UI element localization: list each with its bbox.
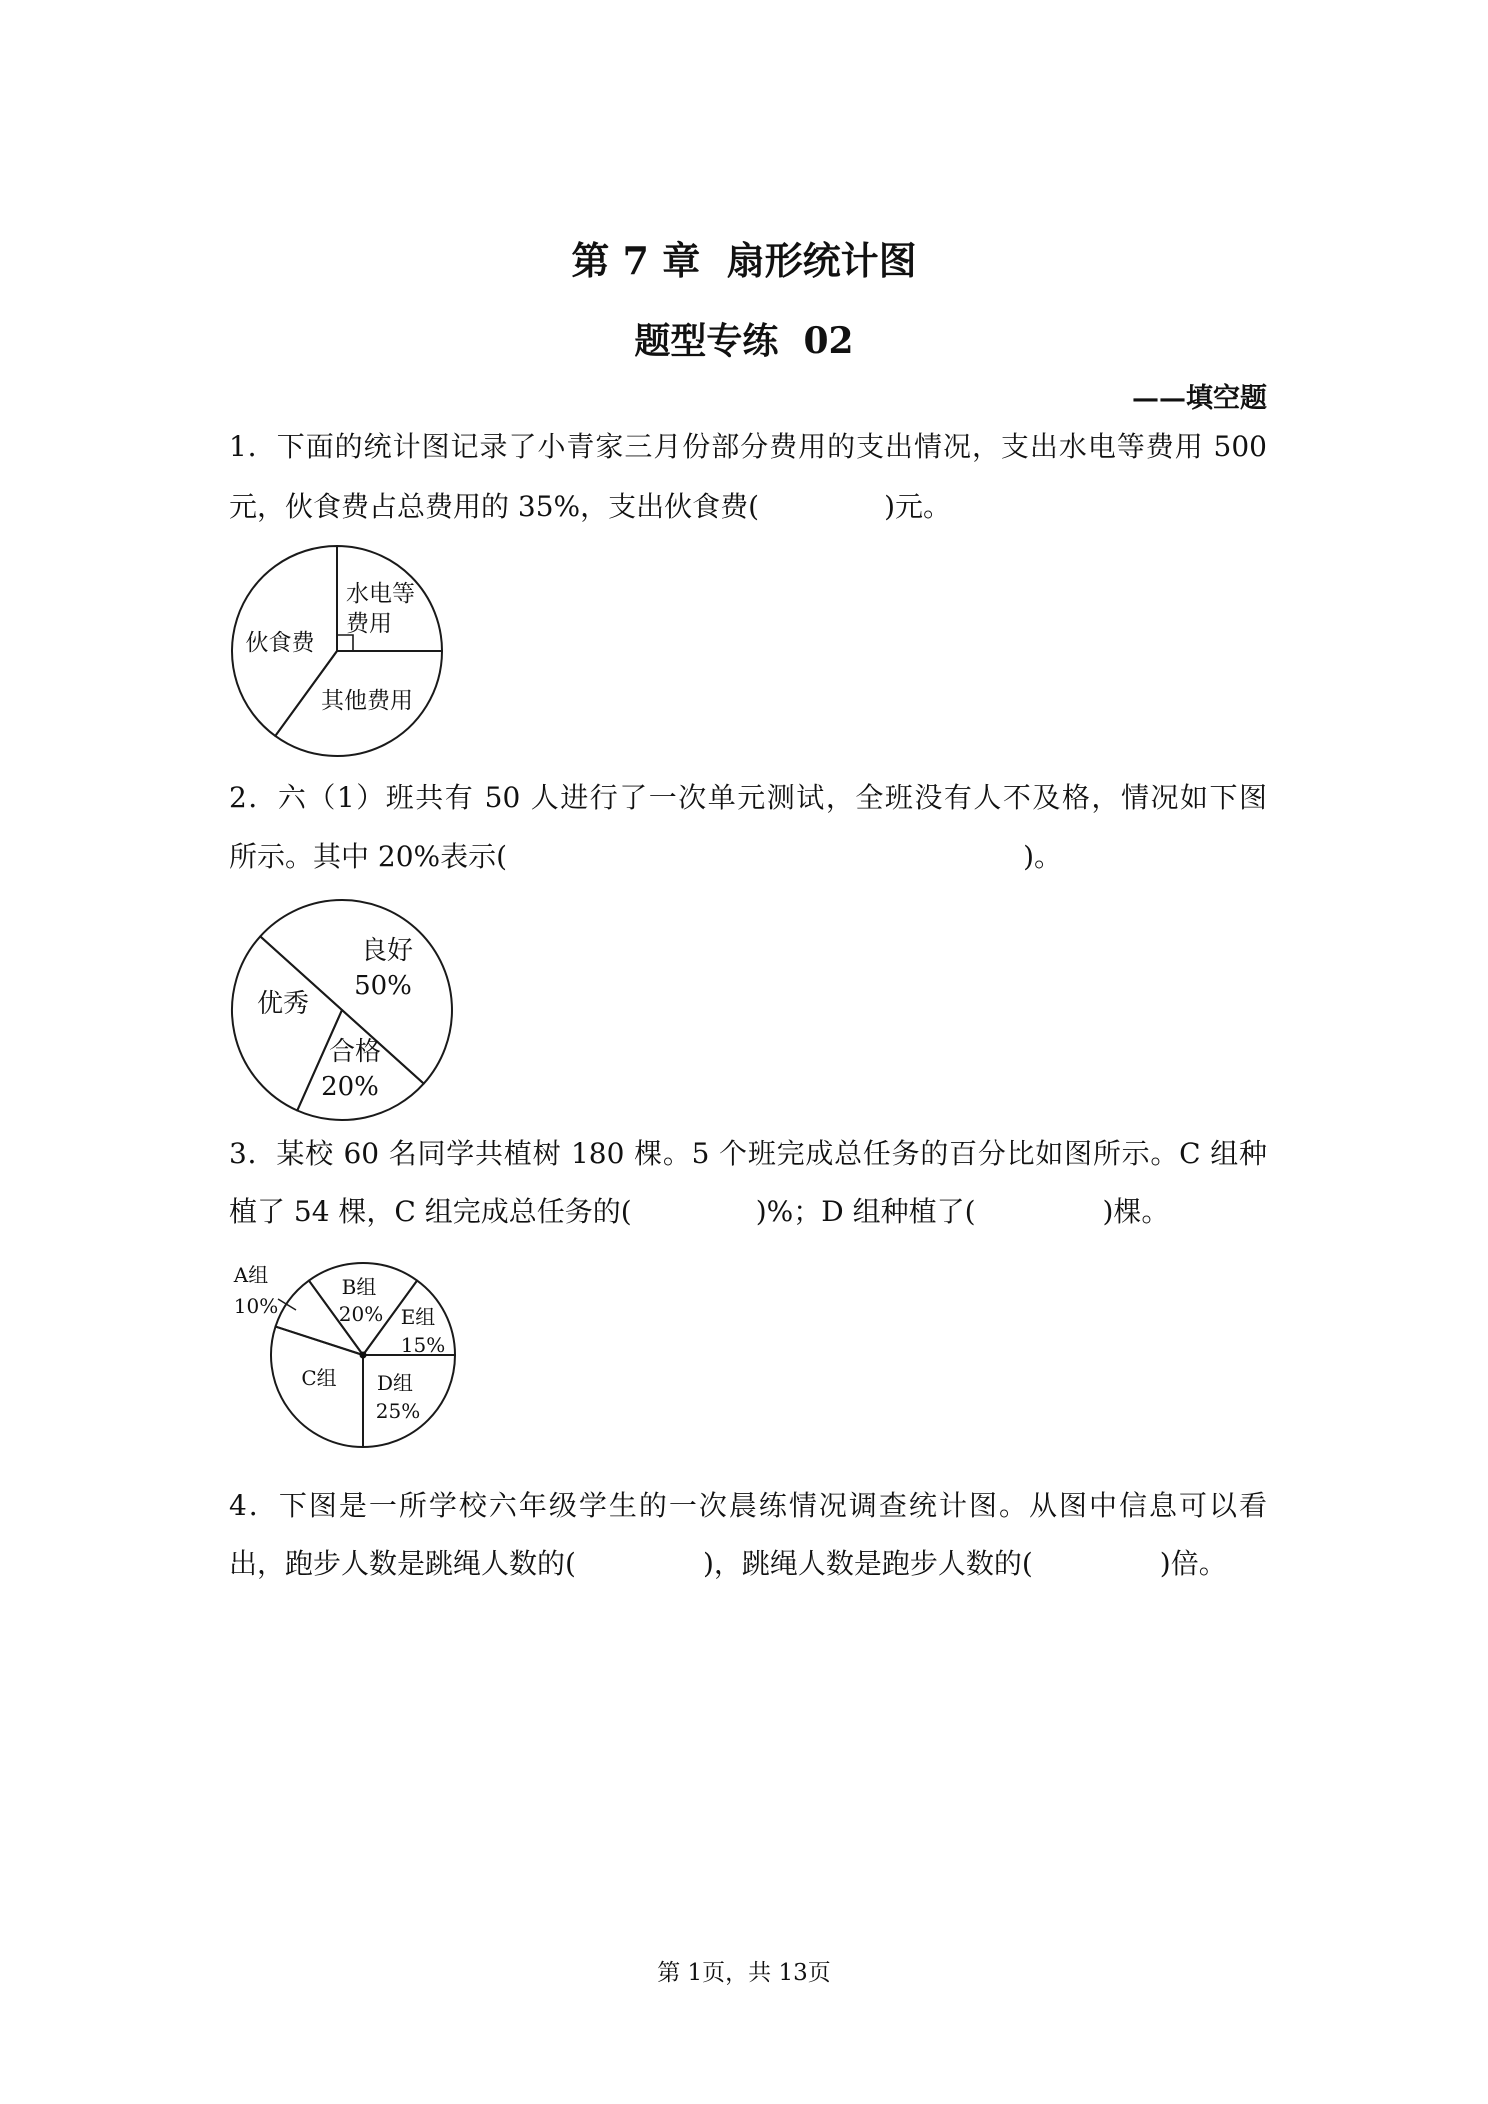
question-text: 元，伙食费占总费用的 35%，支出伙食费( [229, 490, 760, 523]
question-text: )%；D 组种植了( [755, 1195, 976, 1228]
answer-blank [976, 1220, 1103, 1221]
slice-value-label: 10% [233, 1294, 279, 1318]
question-4-line-1: 4．下图是一所学校六年级学生的一次晨练情况调查统计图。从图中信息可以看 [229, 1489, 1267, 1522]
slice-value-label: 15% [400, 1333, 446, 1357]
question-2-line-2 [229, 837, 1267, 877]
slice-label: B组 [341, 1275, 377, 1299]
question-text: )，跳绳人数是跑步人数的( [702, 1547, 1033, 1580]
slice-label: 费用 [346, 611, 392, 637]
slice-label: 水电等 [346, 581, 415, 607]
slice-label: 优秀 [256, 989, 310, 1019]
answer-blank [632, 1220, 756, 1221]
question-text: )元。 [884, 490, 951, 523]
question-1-pie-chart [210, 520, 470, 780]
worksheet-subtitle: 题型专练 02 [634, 320, 854, 362]
question-text: 所示。其中 20%表示( [229, 840, 508, 873]
slice-value-label: 20% [338, 1302, 384, 1326]
chapter-title: 第 7 章 扇形统计图 [571, 238, 917, 283]
question-text: )棵。 [1102, 1195, 1170, 1228]
slice-label: 合格 [328, 1037, 382, 1067]
question-3-line-1: 3．某校 60 名同学共植树 180 棵。5 个班完成总任务的百分比如图所示。C 组种 [229, 1137, 1267, 1170]
answer-blank [759, 515, 884, 516]
question-3-pie-chart [220, 1250, 470, 1460]
slice-value-label: 50% [354, 971, 412, 1001]
question-2-line-1: 2．六（1）班共有 50 人进行了一次单元测试，全班没有人不及格，情况如下图 [229, 781, 1267, 814]
slice-label: D组 [376, 1371, 414, 1395]
question-4-line-2 [229, 1544, 1267, 1584]
slice-label: 伙食费 [245, 630, 315, 656]
label-leader-line [278, 1299, 296, 1310]
slice-label: 其他费用 [321, 688, 413, 714]
question-text: 植了 54 棵，C 组完成总任务的( [229, 1195, 632, 1228]
right-angle-marker [337, 635, 353, 651]
section-label: ——填空题 [1132, 383, 1267, 414]
slice-label: 良好 [360, 936, 414, 966]
slice-label: A组 [233, 1263, 269, 1287]
slice-value-label: 25% [375, 1399, 421, 1423]
answer-blank [1033, 1572, 1160, 1573]
question-1-line-1: 1．下面的统计图记录了小青家三月份部分费用的支出情况，支出水电等费用 500 [229, 430, 1267, 463]
answer-blank [576, 1572, 703, 1573]
question-text: )。 [1023, 840, 1062, 873]
slice-label: C组 [301, 1366, 337, 1390]
question-text: 出，跑步人数是跳绳人数的( [229, 1547, 576, 1580]
answer-blank [507, 865, 1023, 866]
question-text: )倍。 [1159, 1547, 1227, 1580]
page-indicator: 第 1页，共 13页 [657, 1960, 831, 1986]
question-2-pie-chart [210, 880, 480, 1140]
pie-center-dot [360, 1352, 367, 1359]
question-3-line-2 [229, 1192, 1267, 1232]
slice-label: E组 [400, 1305, 436, 1329]
slice-value-label: 20% [321, 1072, 379, 1102]
